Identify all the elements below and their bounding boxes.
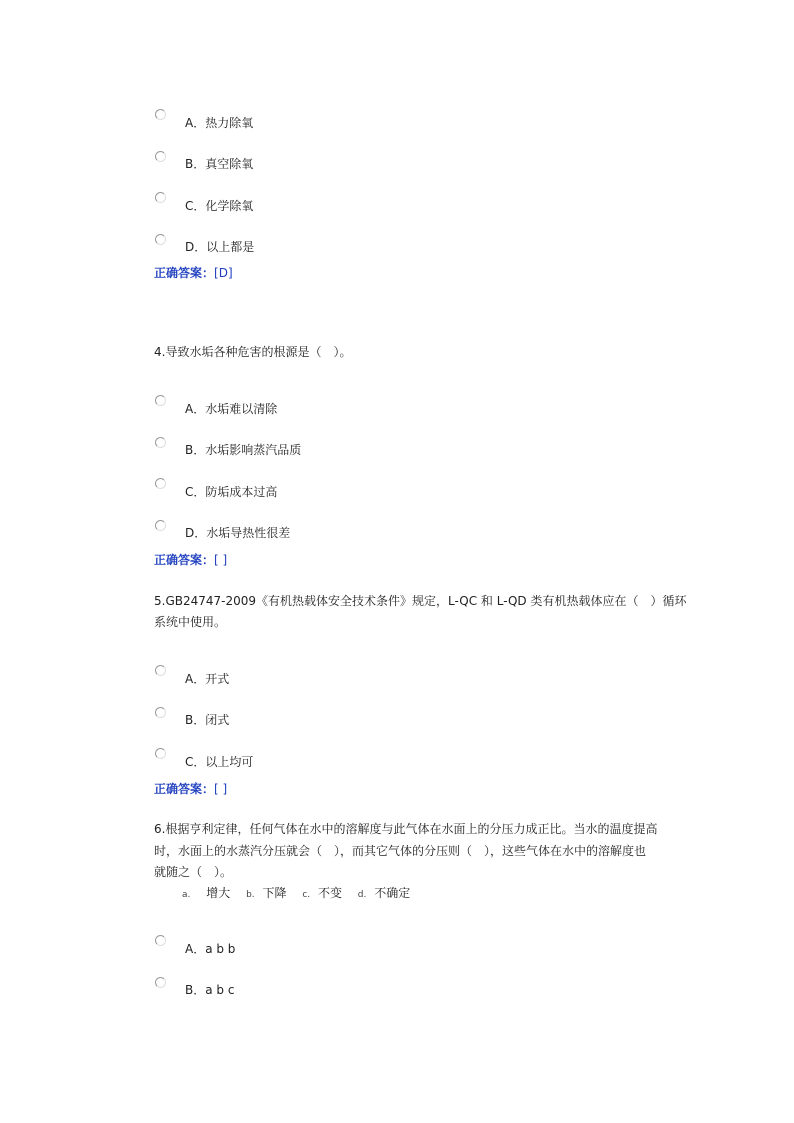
q5-question-text-line-2: 系统中使用。 — [154, 615, 227, 629]
q6-option-b-radio[interactable] — [155, 977, 166, 988]
q6-question-text-line-1: 6.根据亨利定律，任何气体在水中的溶解度与此气体在水面上的分压力成正比。当水的温度提高 — [154, 822, 658, 836]
q4-option-c-label: C．防垢成本过高 — [185, 485, 278, 499]
q4-option-b-label: B．水垢影响蒸汽品质 — [185, 443, 302, 457]
q3-option-a-radio[interactable] — [155, 109, 166, 120]
q5-option-b-label: B．闭式 — [185, 713, 230, 727]
sub-option-key: a. — [182, 890, 191, 900]
q4-option-d-radio[interactable] — [155, 520, 166, 531]
correct-answer-value: [D] — [214, 266, 233, 280]
q6-option-a-radio[interactable] — [155, 935, 166, 946]
q5-option-a-label: A．开式 — [185, 672, 230, 686]
q5-question-text-line-1: 5.GB24747-2009《有机热载体安全技术条件》规定，L-QC 和 L-QD 类有机热载体应在（ ）循环 — [154, 594, 687, 608]
q3-option-a-label: A．热力除氧 — [185, 116, 254, 130]
q3-option-d-label: D．以上都是 — [185, 240, 255, 254]
q4-option-b-radio[interactable] — [155, 437, 166, 448]
q5-option-c-radio[interactable] — [155, 748, 166, 759]
q3-option-c-label: C．化学除氧 — [185, 199, 254, 213]
sub-option-text: 增大 — [206, 886, 231, 900]
correct-answer-value: [ ] — [214, 553, 228, 567]
q4-option-a-label: A．水垢难以清除 — [185, 402, 278, 416]
sub-option-text: 不确定 — [374, 886, 411, 900]
correct-answer-label: 正确答案： — [154, 553, 215, 567]
q3-option-d-radio[interactable] — [155, 234, 166, 245]
q6-sub-options — [182, 885, 414, 903]
q6-question-text-line-3: 就随之（ ）。 — [154, 865, 233, 879]
q6-option-a-label: A．a b b — [185, 942, 236, 956]
sub-option-text: 不变 — [317, 886, 342, 900]
sub-option-key: d. — [357, 890, 367, 900]
correct-answer-label: 正确答案： — [154, 266, 215, 280]
q6-option-b-label: B．a b c — [185, 983, 235, 997]
q4-option-d-label: D．水垢导热性很差 — [185, 526, 291, 540]
q3-option-c-radio[interactable] — [155, 192, 166, 203]
q5-option-a-radio[interactable] — [155, 665, 166, 676]
correct-answer-value: [ ] — [214, 782, 228, 796]
q4-option-a-radio[interactable] — [155, 395, 166, 406]
q3-option-b-label: B．真空除氧 — [185, 157, 254, 171]
q3-correct-answer — [154, 266, 233, 280]
sub-option-key: c. — [302, 890, 311, 900]
q5-correct-answer — [154, 782, 227, 796]
q4-option-c-radio[interactable] — [155, 478, 166, 489]
q5-option-b-radio[interactable] — [155, 707, 166, 718]
q4-question-text: 4.导致水垢各种危害的根源是（ ）。 — [154, 345, 352, 359]
q6-question-text-line-2: 时，水面上的水蒸汽分压就会（ ），而其它气体的分压则（ ），这些气体在水中的溶解度也 — [154, 844, 647, 858]
sub-option-text: 下降 — [262, 886, 287, 900]
q5-option-c-label: C．以上均可 — [185, 755, 254, 769]
correct-answer-label: 正确答案： — [154, 782, 215, 796]
sub-option-key: b. — [246, 890, 255, 900]
q4-correct-answer — [154, 553, 227, 567]
q3-option-b-radio[interactable] — [155, 151, 166, 162]
